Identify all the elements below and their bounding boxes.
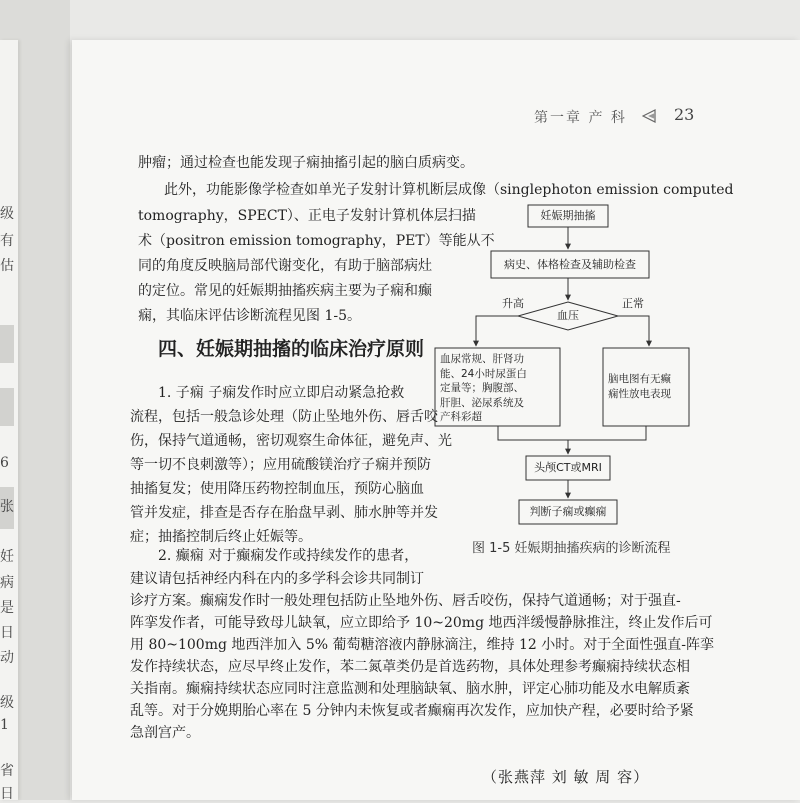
header-triangle-icon [642,109,656,123]
running-header-chapter: 第一章 产 科 [534,110,627,126]
para1-line: 伤，保持气道通畅，密切观察生命体征，避免声、光 [130,433,452,449]
body-line: 的定位。常见的妊娠期抽搐疾病主要为子痫和癫 [138,283,432,299]
left-margin-char: 妊 [0,549,14,565]
para1-line: 流程，包括一般急诊处理（防止坠地外伤、唇舌咬 [130,409,438,425]
body-line: 同的角度反映脑局部代谢变化，有助于脑部病灶 [138,258,432,274]
para1-line: 管并发症，排查是否存在胎盘早剥、肺水肿等并发 [130,505,438,521]
para2-line: 建议请包括神经内科在内的多学科会诊共同制订 [130,571,424,587]
figure-caption: 图 1-5 妊娠期抽搐疾病的诊断流程 [472,541,671,556]
body-line: 术（positron emission tomography，PET）等能从不 [138,233,495,249]
flow-final-label: 判断子痫或癫痫 [529,505,607,518]
left-margin-char: 是 [0,600,14,616]
left-tab-mark [0,388,14,426]
para2-line: 急剖宫产。 [130,725,200,741]
left-margin-char: 省 [0,763,14,779]
left-page-margin [0,0,20,800]
flow-left-box-text [440,352,527,425]
left-box-line: 定量等；胸腹部、 [440,382,524,394]
left-margin-char: 病 [0,575,14,591]
body-line: tomography，SPECT）、正电子发射计算机体层扫描 [138,208,476,224]
para2-line: 用 80~100mg 地西泮加入 5% 葡萄糖溶液内静脉滴注，维持 12 小时。对于全面性强直-阵挛 [130,637,714,653]
para1-line: 症；抽搐控制后终止妊娠等。 [130,529,312,545]
para2-line: 2. 癫痫 对于癫痫发作或持续发作的患者， [158,548,419,564]
flow-decision-label: 血压 [557,309,579,322]
left-box-line: 能、24小时尿蛋白 [440,367,527,380]
flow-right-branch-label: 正常 [622,297,644,310]
left-box-line: 肝胆、泌尿系统及 [440,396,524,409]
right-box-line: 痫性放电表现 [608,387,671,400]
body-line: 痫，其临床评估诊断流程见图 1-5。 [138,308,361,324]
left-box-line: 血尿常规、肝肾功 [440,353,524,365]
right-box-line: 脑电图有无癫 [608,373,671,385]
para1-line: 抽搐复发；使用降压药物控制血压，预防心脑血 [130,481,424,497]
flow-right-box-text [608,372,671,401]
section-heading: 四、妊娠期抽搐的临床治疗原则 [158,338,425,360]
para2-line: 诊疗方案。癫痫发作时一般处理包括防止坠地外伤、唇舌咬伤，保持气道通畅；对于强直- [130,593,681,609]
para2-line: 乱等。对于分娩期胎心率在 5 分钟内未恢复或者癫痫再次发作，应加快产程，必要时给予紧 [130,703,694,719]
para2-line: 发作持续状态，应尽早终止发作，苯二氮䓬类仍是首选药物，具体处理参考癫痫持续状态相 [130,659,690,675]
authors-line: （张燕萍 刘 敏 周 容） [482,768,650,786]
para1-line: 1. 子痫 子痫发作时应立即启动紧急抢救 [158,385,405,401]
left-margin-char: 张 [0,499,14,515]
flow-ct-label: 头颅CT或MRI [534,461,602,474]
left-margin-char: 1 [0,717,9,733]
body-line: 此外，功能影像学检查如单光子发射计算机断层成像（singlephoton emission computed [164,182,734,198]
para2-line: 关指南。癫痫持续状态应同时注意监测和处理脑缺氧、脑水肿，评定心肺功能及水电解质紊 [130,681,690,697]
left-margin-char: 日 [0,625,14,641]
flow-left-branch-label: 升高 [502,297,524,310]
para2-line: 阵挛发作者，可能导致母儿缺氧，应立即给予 10~20mg 地西泮缓慢静脉推注，终止发作后可 [130,615,713,631]
left-margin-char: 有 [0,233,14,249]
flow-step2-label: 病史、体格检查及辅助检查 [504,258,636,271]
left-margin-char: 级 [0,206,14,222]
left-box-line: 产科彩超 [440,411,482,423]
page-number: 23 [674,105,695,124]
left-margin-char: 日 [0,786,14,802]
left-margin-char: 6 [0,455,9,471]
flow-start-label: 妊娠期抽搐 [540,209,596,222]
left-margin-char: 估 [0,258,14,274]
left-margin-char: 动 [0,650,14,666]
left-margin-char: 级 [0,695,14,711]
para1-line: 等一切不良刺激等）；应用硫酸镁治疗子痫并预防 [130,457,431,473]
body-line: 肿瘤；通过检查也能发现子痫抽搐引起的脑白质病变。 [138,155,474,171]
diagnosis-flowchart [432,196,702,556]
left-tab-mark [0,325,14,363]
